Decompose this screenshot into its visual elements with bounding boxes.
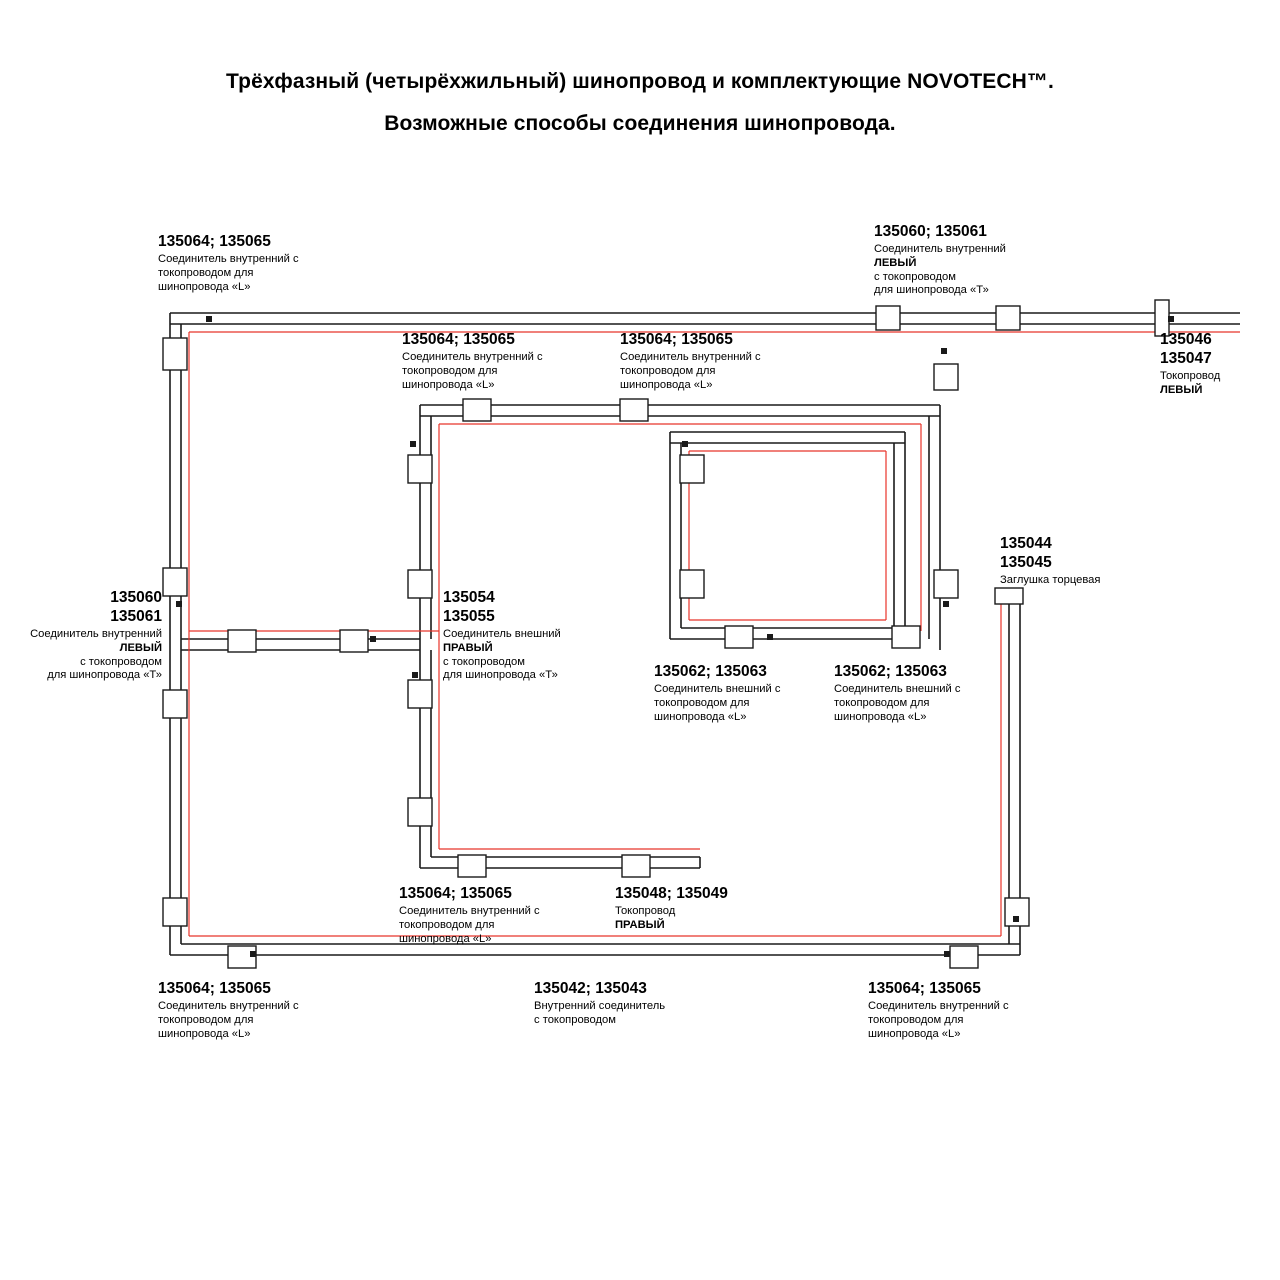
label-desc: Внутренний соединитель с токопроводом bbox=[534, 1000, 666, 1026]
page-title-line-1: Трёхфазный (четырёхжильный) шинопровод и комплектующие NOVOTECH™. bbox=[226, 70, 1054, 93]
track-rails bbox=[170, 313, 1240, 955]
connector-inner-small-left bbox=[680, 455, 704, 483]
connector-center-vert-upper bbox=[408, 680, 432, 708]
rail-markers bbox=[176, 316, 1174, 957]
connector-left-T-upper bbox=[163, 568, 187, 596]
label-desc: Соединитель внутренний с токопроводом для шинопровода «L» bbox=[402, 351, 543, 391]
connector-feed-right-bottom bbox=[622, 855, 650, 877]
connector-center-vert-lower bbox=[408, 798, 432, 826]
label-code: 135062; 135063 bbox=[834, 663, 947, 680]
label-desc: Токопровод ПРАВЫЙ bbox=[615, 905, 676, 931]
connector-bottom-inner-L bbox=[458, 855, 486, 877]
label-desc: Соединитель внешний ПРАВЫЙ с токопроводом для шинопровода «Т» bbox=[443, 628, 561, 682]
label-desc: Соединитель внутренний с токопроводом для шинопровода «L» bbox=[158, 253, 299, 293]
label-code: 135064; 135065 bbox=[402, 331, 515, 348]
label-desc: Соединитель внутренний с токопроводом для шинопровода «L» bbox=[620, 351, 761, 391]
label-code-1: 135054 bbox=[443, 589, 495, 606]
label-center-outer-T bbox=[443, 588, 561, 683]
label-desc: Соединитель внутренний с токопроводом для шинопровода «L» bbox=[158, 1000, 299, 1040]
connector-inner-small-left-lower bbox=[680, 570, 704, 598]
label-outer-L-left bbox=[654, 662, 781, 724]
connector-bottom-left-vert bbox=[163, 898, 187, 926]
label-bottom-center-straight bbox=[534, 979, 665, 1028]
label-desc: Соединитель внешний с токопроводом для шинопровода «L» bbox=[834, 683, 961, 723]
connector-right-vert-upper bbox=[934, 364, 958, 390]
label-desc: Соединитель внутренний ЛЕВЫЙ с токопроводом для шинопровода «Т» bbox=[874, 243, 1006, 297]
label-code: 135062; 135063 bbox=[654, 663, 767, 680]
connector-mid-arm-left bbox=[228, 630, 256, 652]
connector-top-left-L bbox=[163, 338, 187, 370]
label-code-1: 135044 bbox=[1000, 535, 1052, 552]
connector-top-T-left bbox=[876, 306, 900, 330]
label-code: 135064; 135065 bbox=[868, 980, 981, 997]
label-end-cap bbox=[1000, 534, 1100, 588]
label-code: 135064; 135065 bbox=[399, 885, 512, 902]
label-code: 135064; 135065 bbox=[620, 331, 733, 348]
label-code: 135048; 135049 bbox=[615, 885, 728, 902]
label-desc: Соединитель внутренний ЛЕВЫЙ с токопроводом для шинопровода «Т» bbox=[30, 628, 162, 682]
label-desc: Токопровод ЛЕВЫЙ bbox=[1160, 370, 1221, 396]
label-code: 135064; 135065 bbox=[158, 980, 271, 997]
connector-inner-top-right bbox=[620, 399, 648, 421]
label-desc: Соединитель внутренний с токопроводом для шинопровода «L» bbox=[399, 905, 540, 945]
label-right-feed bbox=[1160, 330, 1220, 398]
label-outer-L-right bbox=[834, 662, 961, 724]
connector-inner-left-upper bbox=[408, 455, 432, 483]
label-code: 135042; 135043 bbox=[534, 980, 647, 997]
label-code-2: 135045 bbox=[1000, 554, 1052, 572]
label-inner-top-right-L bbox=[620, 330, 761, 392]
connector-mid-arm-right bbox=[340, 630, 368, 652]
label-bottom-right-L bbox=[868, 979, 1009, 1041]
label-code-2: 135047 bbox=[1160, 350, 1212, 368]
label-code-1: 135046 bbox=[1160, 331, 1212, 348]
label-desc: Соединитель внешний с токопроводом для шинопровода «L» bbox=[654, 683, 781, 723]
label-code-1: 135060 bbox=[110, 589, 162, 606]
label-code-2: 135061 bbox=[110, 608, 162, 626]
label-feed-right-bottom bbox=[615, 884, 728, 933]
connector-outer-L-right bbox=[892, 626, 920, 648]
connector-end-cap bbox=[995, 588, 1023, 604]
label-bottom-left-L bbox=[158, 979, 299, 1041]
connector-top-T-right bbox=[996, 306, 1020, 330]
label-top-left-L bbox=[158, 232, 299, 294]
label-desc: Заглушка торцевая bbox=[1000, 574, 1101, 587]
connector-right-wall-lower bbox=[934, 570, 958, 598]
page-title-line-2: Возможные способы соединения шинопровода. bbox=[384, 112, 896, 135]
label-code-2: 135055 bbox=[443, 608, 495, 626]
connector-inner-left-lower bbox=[408, 570, 432, 598]
connector-outer-L-left bbox=[725, 626, 753, 648]
label-bottom-inner-L bbox=[399, 884, 540, 946]
label-code: 135064; 135065 bbox=[158, 233, 271, 250]
connector-bottom-right-L bbox=[950, 946, 978, 968]
connector-inner-top-left bbox=[463, 399, 491, 421]
label-desc: Соединитель внутренний с токопроводом для шинопровода «L» bbox=[868, 1000, 1009, 1040]
connector-left-T-lower bbox=[163, 690, 187, 718]
label-inner-top-left-L bbox=[402, 330, 543, 392]
label-left-T bbox=[0, 588, 162, 683]
label-code: 135060; 135061 bbox=[874, 223, 987, 240]
label-top-right-T bbox=[874, 222, 1006, 298]
